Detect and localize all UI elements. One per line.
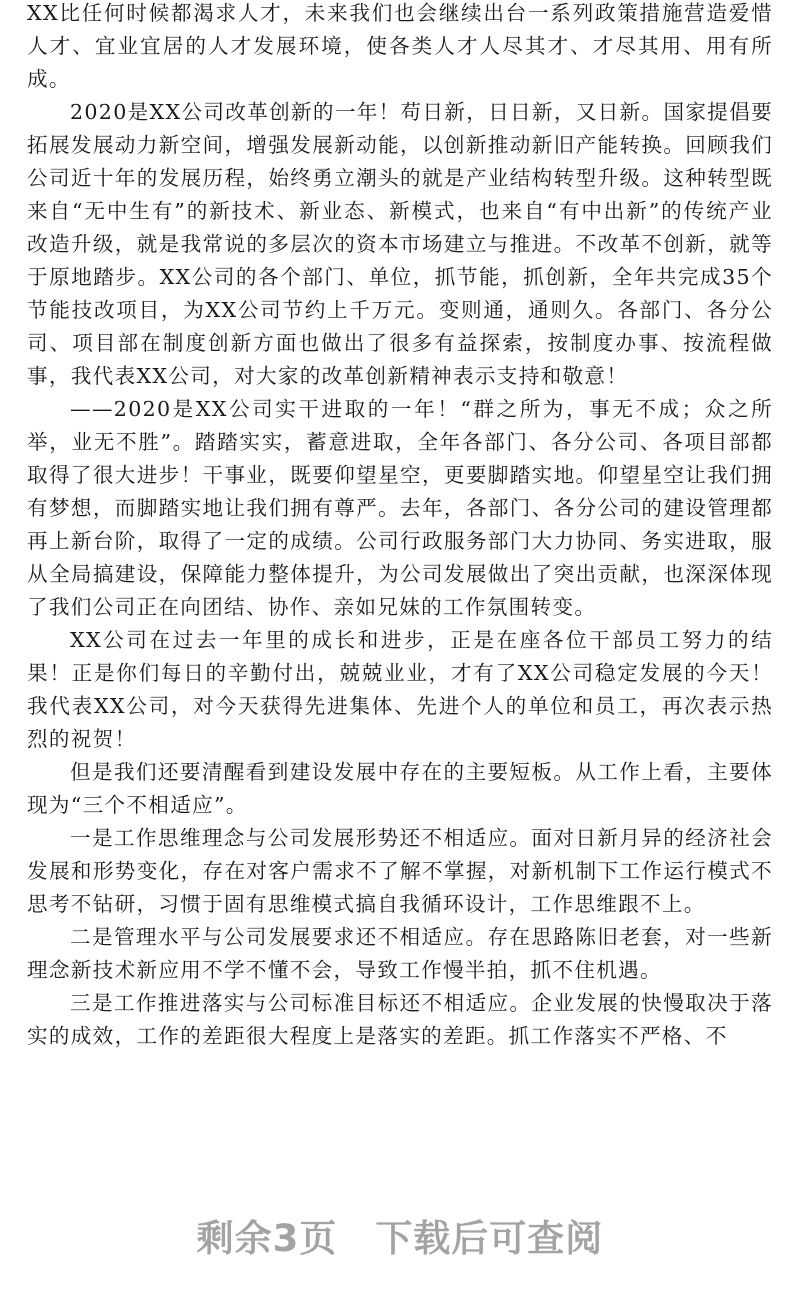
paragraph-5: 但是我们还要清醒看到建设发展中存在的主要短板。从工作上看，主要体现为“三个不相适应”。 [27, 760, 773, 817]
paragraph-6: 一是工作思维理念与公司发展形势还不相适应。面对日新月异的经济社会发展和形势变化，存在对客户需求不了解不掌握，对新机制下工作运行模式不思考不钻研，习惯于固有思维模式搞自我循环设计，工作思维跟不上。 [27, 826, 773, 916]
paragraph-4: XX公司在过去一年里的成长和进步，正是在座各位干部员工努力的结果！正是你们每日的辛勤付出，兢兢业业，才有了XX公司稳定发展的今天！我代表XX公司，对今天获得先进集体、先进个人的单位和员工，再次表示热烈的祝贺！ [27, 628, 773, 751]
remaining-pages-banner[interactable] [0, 1208, 800, 1262]
download-prompt-label: 下载后可查阅 [375, 1217, 604, 1260]
paragraph-1: XX比任何时候都渴求人才，未来我们也会继续出台一系列政策措施营造爱惜人才、宜业宜居的人才发展环境，使各类人才人尽其才、才尽其用、用有所成。 [27, 1, 773, 91]
paragraph-7: 二是管理水平与公司发展要求还不相适应。存在思路陈旧老套，对一些新理念新技术新应用不学不懂不会，导致工作慢半拍，抓不住机遇。 [27, 925, 773, 982]
document-body [27, 0, 773, 1053]
remaining-pages-label: 剩余3页 [196, 1217, 338, 1260]
paragraph-8: 三是工作推进落实与公司标准目标还不相适应。企业发展的快慢取决于落实的成效，工作的差距很大程度上是落实的差距。抓工作落实不严格、不 [27, 991, 773, 1048]
paragraph-2: 2020是XX公司改革创新的一年！苟日新，日日新，又日新。国家提倡要拓展发展动力新空间，增强发展新动能，以创新推动新旧产能转换。回顾我们公司近十年的发展历程，始终勇立潮头的就是产业结构转型升级。这种转型既来自“无中生有”的新技术、新业态、新模式，也来自“有中出新”的传统产业改造升级，就是我常说的多层次的资本市场建立与推进。不改革不创新，就等于原地踏步。XX公司的各个部门、单位，抓节能，抓创新，全年共完成35个节能技改项目，为XX公司节约上千万元。变则通，通则久。各部门、各分公司、项目部在制度创新方面也做出了很多有益探索，按制度办事、按流程做事，我代表XX公司，对大家的改革创新精神表示支持和敬意！ [27, 100, 773, 388]
paragraph-3: ——2020是XX公司实干进取的一年！“群之所为，事无不成；众之所举，业无不胜”。踏踏实实，蓄意进取，全年各部门、各分公司、各项目部都取得了很大进步！干事业，既要仰望星空，更要脚踏实地。仰望星空让我们拥有梦想，而脚踏实地让我们拥有尊严。去年，各部门、各分公司的建设管理都再上新台阶，取得了一定的成绩。公司行政服务部门大力协同、务实进取，服从全局搞建设，保障能力整体提升，为公司发展做出了突出贡献，也深深体现了我们公司正在向团结、协作、亲如兄妹的工作氛围转变。 [27, 397, 773, 619]
